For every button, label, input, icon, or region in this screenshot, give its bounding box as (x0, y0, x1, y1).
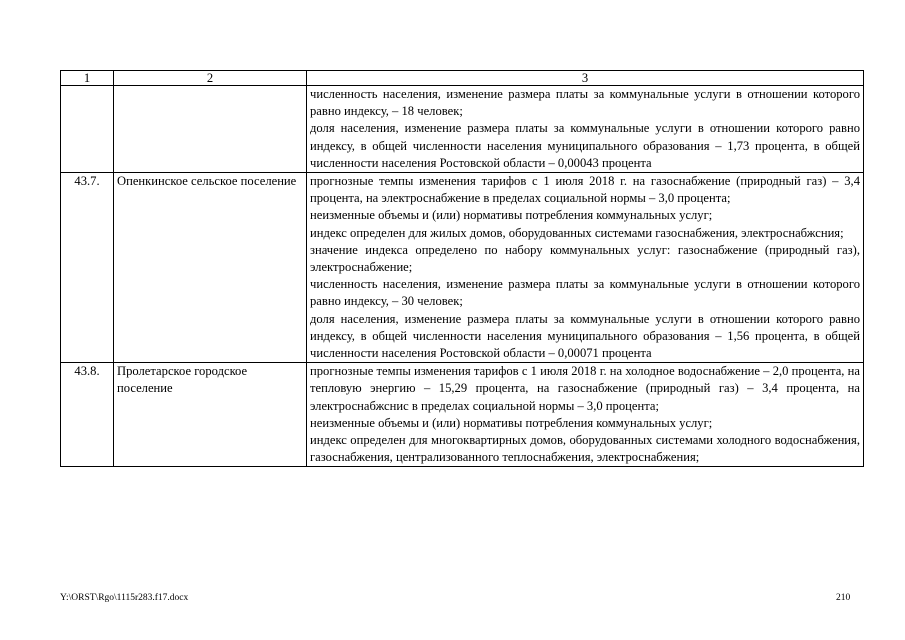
footer-file-path: Y:\ORST\Rgo\1115r283.f17.docx (60, 593, 189, 603)
description-paragraph: доля населения, изменение размера платы за коммунальные услуги в отношении которого равно индексу, в общей численности населения муниципального образования – 1,73 процента, в общей численности населения Ростовской области – 0,00043 процента (310, 121, 860, 170)
header-cell-1: 1 (61, 71, 114, 86)
row-number-cell (61, 86, 114, 173)
header-cell-3: 3 (307, 71, 864, 86)
description-paragraph: численность населения, изменение размера платы за коммунальные услуги в отношении которого равно индексу, – 30 человек; (310, 277, 860, 309)
header-row (61, 71, 864, 86)
data-table (60, 70, 864, 467)
description-paragraph: прогнозные темпы изменения тарифов с 1 июля 2018 г. на газоснабжение (природный газ) – 3,4 процента, на электроснабжение в пределах социальной нормы – 3,0 процента; (310, 174, 860, 206)
description-cell (307, 86, 864, 173)
settlement-name-cell: Опенкинское сельское поселение (114, 173, 307, 363)
row-number-cell: 43.7. (61, 173, 114, 363)
settlement-name-cell: Пролетарское городское поселение (114, 363, 307, 467)
table-row (61, 363, 864, 467)
settlement-name-cell (114, 86, 307, 173)
table-row (61, 173, 864, 363)
description-paragraph: прогнозные темпы изменения тарифов с 1 июля 2018 г. на холодное водоснабжение – 2,0 процента, на тепловую энергию – 15,29 процента, на газоснабжение (природный газ) – 3,4 процента, на электроснабжснис в пределах социальной нормы – 3,0 процента; (310, 364, 860, 413)
description-paragraph: значение индекса определено по набору коммунальных услуг: газоснабжение (природный газ), электроснабжение; (310, 242, 860, 275)
row-number-cell: 43.8. (61, 363, 114, 467)
description-paragraph: доля населения, изменение размера платы за коммунальные услуги в отношении которого равно индексу, в общей численности населения муниципального образования – 1,56 процента, в общей численности населения Ростовской области – 0,00071 процента (310, 311, 860, 361)
description-paragraph: численность населения, изменение размера платы за коммунальные услуги в отношении которого равно индексу, – 18 человек; (310, 87, 860, 119)
description-cell (307, 173, 864, 363)
description-paragraph: индекс определен для многоквартирных домов, оборудованных системами холодного водоснабжения, газоснабжения, централизованного теплоснабжения, электроснабжения; (310, 433, 860, 465)
description-paragraph: неизменные объемы и (или) нормативы потребления коммунальных услуг; (310, 415, 713, 430)
header-cell-2: 2 (114, 71, 307, 86)
page-number: 210 (836, 593, 851, 603)
description-cell (307, 363, 864, 467)
description-paragraph: индекс определен для жилых домов, оборудованных системами газоснабжения, электроснабжсния; (310, 225, 844, 240)
description-paragraph: неизменные объемы и (или) нормативы потребления коммунальных услуг; (310, 208, 713, 223)
table-row (61, 86, 864, 173)
